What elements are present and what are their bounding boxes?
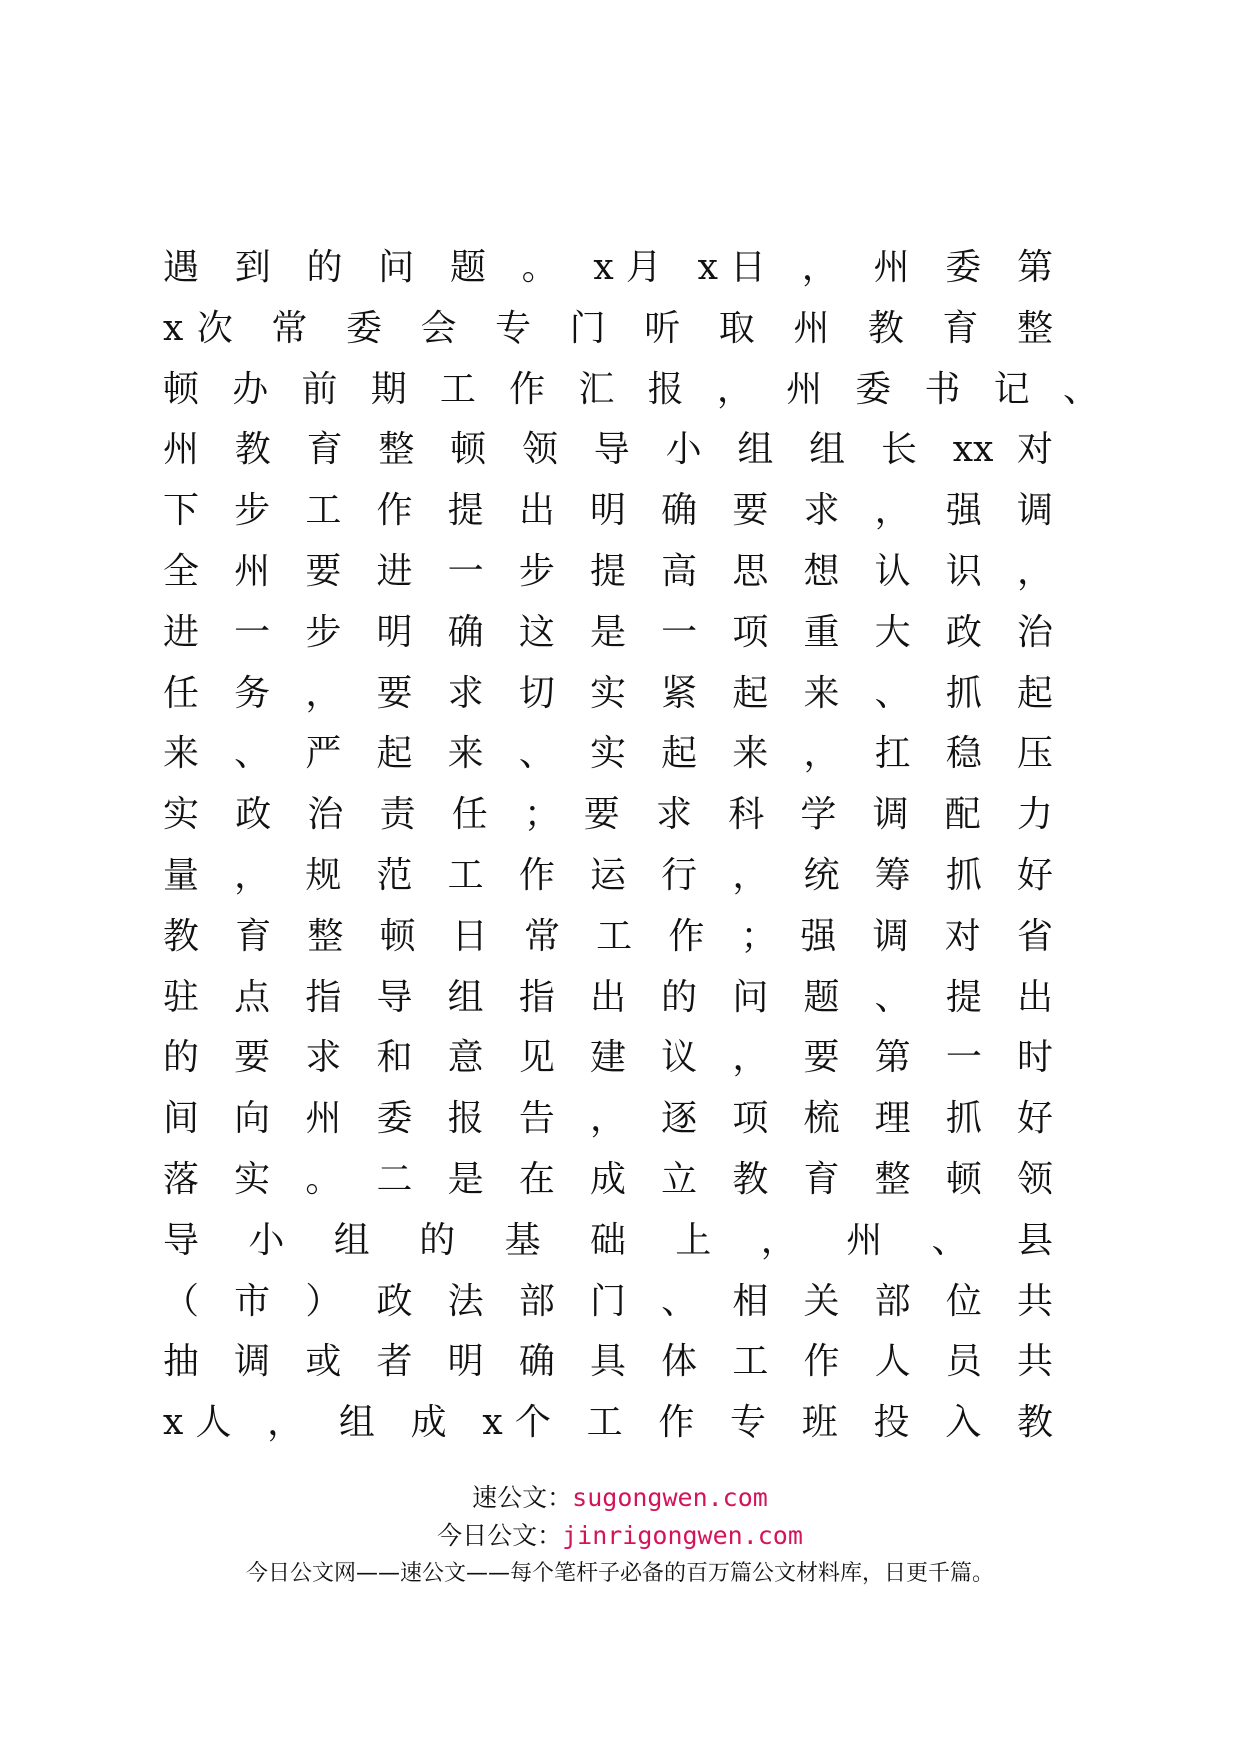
footer-label-jinrigongwen: 今日公文： (437, 1521, 563, 1550)
jinrigongwen-link[interactable]: jinrigongwen.com (562, 1521, 803, 1550)
text-line: 落 实 。 二 是 在 成 立 教 育 整 顿 领 (163, 1158, 1053, 1200)
footer-label-sugongwen: 速公文： (472, 1483, 573, 1512)
text-line: 间 向 州 委 报 告 ， 逐 项 梳 理 抓 好 (163, 1098, 1053, 1140)
sugongwen-link[interactable]: sugongwen.com (572, 1483, 768, 1512)
text-line: 进 一 步 明 确 这 是 一 项 重 大 政 治 (163, 611, 1053, 653)
text-line: 实 政 治 责 任 ； 要 求 科 学 调 配 力 (163, 794, 1053, 836)
body-text (163, 238, 1099, 1454)
text-line: 教 育 整 顿 日 常 工 作 ； 强 调 对 省 (163, 915, 1053, 957)
footer-slogan: 今日公文网——速公文——每个笔杆子必备的百万篇公文材料库，日更千篇。 (245, 1561, 994, 1586)
text-line: 的 要 求 和 意 见 建 议 ， 要 第 一 时 (163, 1037, 1053, 1079)
text-line: 量 ， 规 范 工 作 运 行 ， 统 筹 抓 好 (163, 854, 1053, 896)
footer-jinrigongwen (0, 1516, 1240, 1552)
text-line: 导 小 组 的 基 础 上 ， 州 、 县 (163, 1219, 1053, 1261)
text-line: 抽 调 或 者 明 确 具 体 工 作 人 员 共 (163, 1341, 1053, 1383)
text-line: 顿 办 前 期 工 作 汇 报 ， 州 委 书 记 、 (163, 368, 1099, 410)
text-line: 任 务 ， 要 求 切 实 紧 起 来 、 抓 起 (163, 672, 1053, 714)
text-line: x次 常 委 会 专 门 听 取 州 教 育 整 (163, 307, 1053, 349)
footer-sugongwen (0, 1478, 1240, 1514)
text-line: x人 ， 组 成 x个 工 作 专 班 投 入 教 (163, 1402, 1053, 1444)
text-line: （ 市 ） 政 法 部 门 、 相 关 部 位 共 (163, 1280, 1053, 1322)
text-line: 来 、 严 起 来 、 实 起 来 ， 扛 稳 压 (163, 733, 1053, 775)
text-line: 全 州 要 进 一 步 提 高 思 想 认 识 ， (163, 550, 1053, 592)
text-line: 驻 点 指 导 组 指 出 的 问 题 、 提 出 (163, 976, 1053, 1018)
text-line: 下 步 工 作 提 出 明 确 要 求 ， 强 调 (163, 490, 1053, 532)
text-line: 遇 到 的 问 题 。 x月 x日 ， 州 委 第 (163, 247, 1053, 288)
text-line: 州 教 育 整 顿 领 导 小 组 组 长 xx 对 (163, 429, 1053, 471)
